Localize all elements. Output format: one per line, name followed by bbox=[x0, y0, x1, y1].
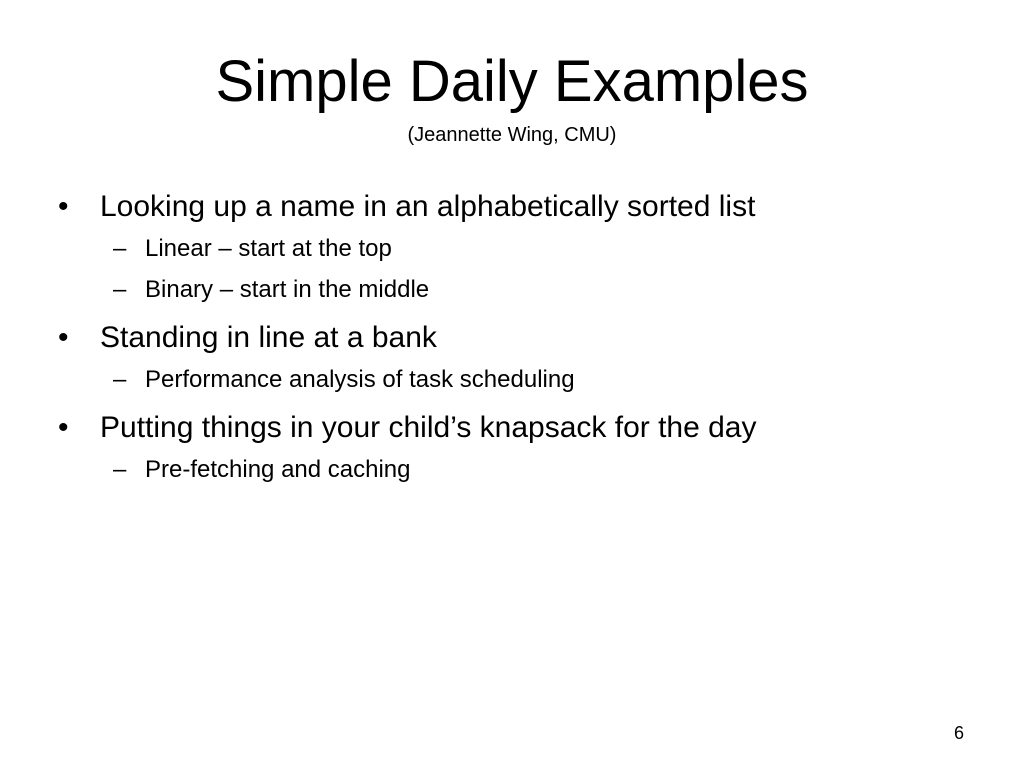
bullet-list bbox=[58, 186, 978, 497]
sub-bullet-text: Pre-fetching and caching bbox=[145, 456, 411, 483]
sub-bullet-item bbox=[58, 449, 978, 490]
slide-subtitle: (Jeannette Wing, CMU) bbox=[407, 124, 617, 146]
bullet-text: Looking up a name in an alphabetically sorted list bbox=[100, 190, 756, 223]
bullet-text: Putting things in your child’s knapsack for the day bbox=[100, 411, 757, 444]
bullet-text: Standing in line at a bank bbox=[100, 321, 437, 354]
bullet-marker: • bbox=[58, 411, 69, 444]
sub-bullet-list bbox=[58, 359, 978, 400]
sub-bullet-marker: – bbox=[113, 235, 127, 262]
sub-bullet-text: Performance analysis of task scheduling bbox=[145, 366, 575, 393]
slide-title: Simple Daily Examples bbox=[215, 49, 809, 114]
bullet-marker: • bbox=[58, 321, 69, 354]
sub-bullet-text: Linear – start at the top bbox=[145, 235, 392, 262]
sub-bullet-item bbox=[58, 228, 978, 269]
sub-bullet-marker: – bbox=[113, 276, 127, 303]
sub-bullet-item bbox=[58, 269, 978, 310]
sub-bullet-marker: – bbox=[113, 456, 127, 483]
bullet-item bbox=[58, 407, 978, 449]
page-number: 6 bbox=[953, 723, 964, 743]
sub-bullet-text: Binary – start in the middle bbox=[145, 276, 430, 303]
sub-bullet-item bbox=[58, 359, 978, 400]
bullet-item bbox=[58, 186, 978, 228]
bullet-item bbox=[58, 317, 978, 359]
sub-bullet-list bbox=[58, 228, 978, 310]
bullet-marker: • bbox=[58, 190, 69, 223]
sub-bullet-marker: – bbox=[113, 366, 127, 393]
sub-bullet-list bbox=[58, 449, 978, 490]
